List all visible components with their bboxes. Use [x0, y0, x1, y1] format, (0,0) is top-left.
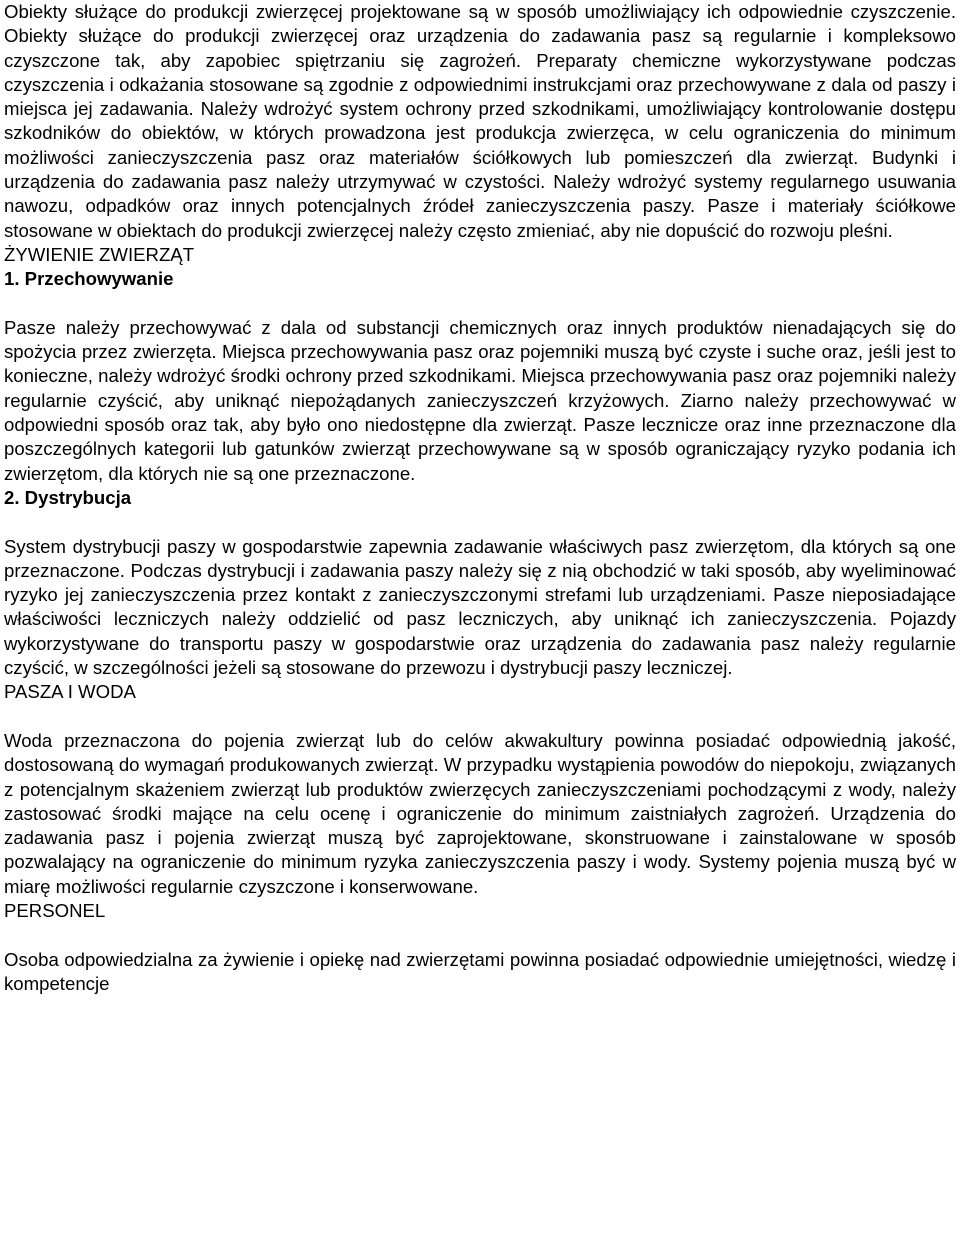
subsection-heading-distribution: 2. Dystrybucja [4, 486, 132, 508]
feed-water-paragraph: Woda przeznaczona do pojenia zwierząt lub do celów akwakultury powinna posiadać odpowiednią jakość, dostosowaną do wymagań produkowanych zwierząt. W przypadku wystąpienia powodów do niepokoju, związanych z potencjalnym skażeniem zwierząt lub produktów zwierzęcych zanieczyszczeniami pochodzącymi z wody, należy zastosować środki mające na celu ocenę i ograniczenie do minimum zaistniałych zagrożeń. Urządzenia do zadawania pasz i pojenia zwierząt muszą być zaprojektowane, skonstruowane i zainstalowane w sposób pozwalający na ograniczenie do minimum ryzyka zanieczyszczenia paszy i wody. Systemy pojenia muszą być w miarę możliwości regularnie czyszczone i konserwowane. [4, 729, 956, 897]
distribution-paragraph: System dystrybucji paszy w gospodarstwie zapewnia zadawanie właściwych pasz zwierzętom, dla których są one przeznaczone. Podczas dystrybucji i zadawania paszy należy się z nią obchodzić w taki sposób, aby wyeliminować ryzyko jej zanieczyszczenia przez kontakt z zanieczyszczonymi strefami lub urządzeniami. Pasze nieposiadające właściwości leczniczych należy oddzielić od pasz leczniczych, aby uniknąć ich zanieczyszczenia. Pojazdy wykorzystywane do transportu paszy w gospodarstwie oraz urządzenia do zadawania pasz należy regularnie czyścić, w szczególności jeżeli są stosowane do przewozu i dystrybucji paszy leczniczej. [4, 535, 956, 679]
section-heading-feed-water: PASZA I WODA [4, 681, 136, 703]
section-heading-feeding: ŻYWIENIE ZWIERZĄT [4, 243, 195, 265]
section-heading-staff: PERSONEL [4, 899, 106, 921]
document-page [4, 0, 956, 996]
intro-paragraph: Obiekty służące do produkcji zwierzęcej projektowane są w sposób umożliwiający ich odpowiednie czyszczenie. Obiekty służące do produkcji zwierzęcej oraz urządzenia do zadawania pasz są regularnie i kompleksowo czyszczone tak, aby zapobiec spiętrzaniu się zagrożeń. Preparaty chemiczne wykorzystywane podczas czyszczenia i odkażania stosowane są zgodnie z odpowiednimi instrukcjami oraz przechowywane z dala od paszy i miejsca jej zadawania. Należy wdrożyć system ochrony przed szkodnikami, umożliwiający kontrolowanie dostępu szkodników do obiektów, w których prowadzona jest produkcja zwierzęca, w celu ograniczenia do minimum możliwości zanieczyszczenia pasz oraz materiałów ściółkowych lub pomieszczeń dla zwierząt. Budynki i urządzenia do zadawania pasz należy utrzymywać w czystości. Należy wdrożyć systemy regularnego usuwania nawozu, odpadków oraz innych potencjalnych źródeł zanieczyszczenia paszy. Pasze i materiały ściółkowe stosowane w obiektach do produkcji zwierzęcej należy często zmieniać, aby nie dopuścić do rozwoju pleśni. [4, 1, 956, 241]
subsection-heading-storage: 1. Przechowywanie [4, 268, 174, 290]
staff-paragraph: Osoba odpowiedzialna za żywienie i opiekę nad zwierzętami powinna posiadać odpowiednie umiejętności, wiedzę i kompetencje [4, 948, 956, 994]
storage-paragraph: Pasze należy przechowywać z dala od substancji chemicznych oraz innych produktów nienadających się do spożycia przez zwierzęta. Miejsca przechowywania pasz oraz pojemniki muszą być czyste i suche oraz, jeśli jest to konieczne, należy wdrożyć środki ochrony przed szkodnikami. Miejsca przechowywania pasz oraz pojemniki należy regularnie czyścić, aby uniknąć niepożądanych zanieczyszczeń krzyżowych. Ziarno należy przechowywać w odpowiedni sposób oraz tak, aby było ono niedostępne dla zwierząt. Pasze lecznicze oraz inne przeznaczone dla poszczególnych kategorii lub gatunków zwierząt przechowywane są w sposób ograniczający ryzyko podania ich zwierzętom, dla których nie są one przeznaczone. [4, 316, 956, 484]
